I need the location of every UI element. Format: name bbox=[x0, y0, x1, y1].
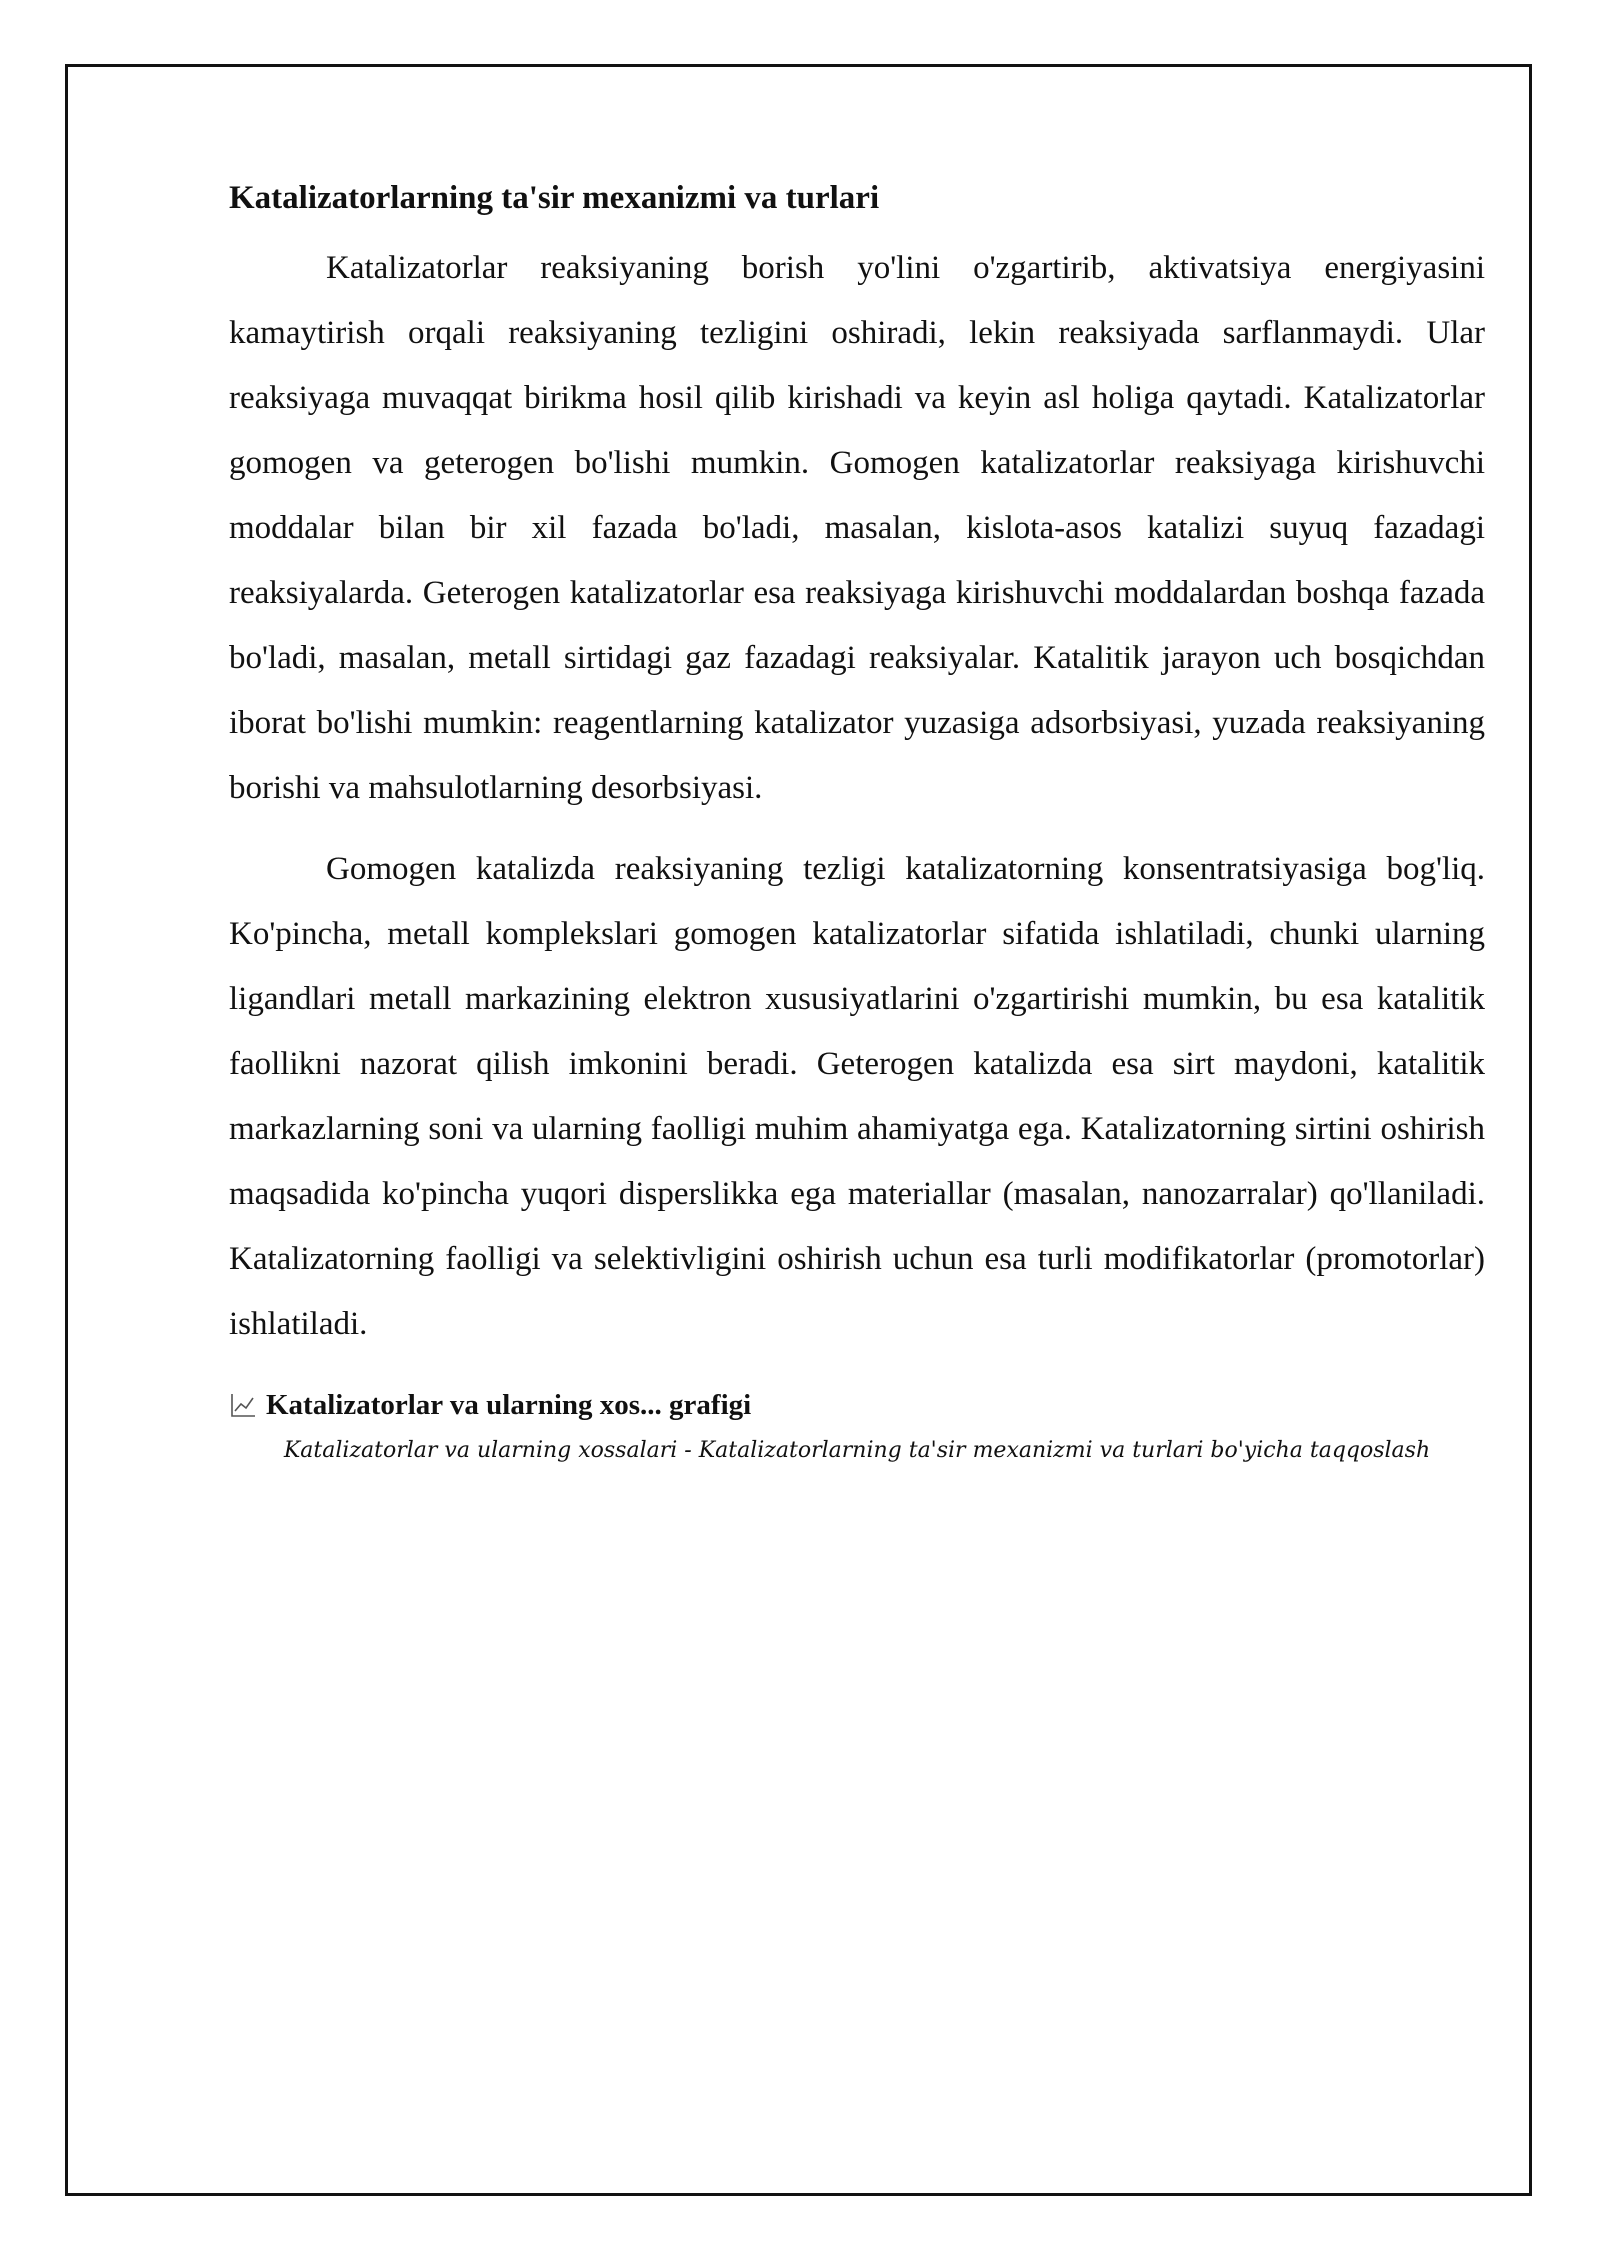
section-heading: Katalizatorlarning ta'sir mexanizmi va turlari bbox=[229, 180, 880, 216]
paragraph-2: Gomogen katalizda reaksiyaning tezligi katalizatorning konsentratsiyasiga bog'liq. Ko'pincha, metall komplekslari gomogen katalizatorlar sifatida ishlatiladi, chunki ularning ligandlari metall markazining elektron xususiyatlarini o'zgartirishi mumkin, bu esa katalitik faollikni nazorat qilish imkonini beradi. Geterogen katalizda esa sirt maydoni, katalitik markazlarning soni va ularning faolligi muhim ahamiyatga ega. Katalizatorning sirtini oshirish maqsadida ko'pincha yuqori disperslikka ega materiallar (masalan, nanozarralar) qo'llaniladi. Katalizatorning faolligi va selektivligini oshirish uchun esa turli modifikatorlar (promotorlar) ishlatiladi. bbox=[229, 851, 1485, 1342]
paragraph-1: Katalizatorlar reaksiyaning borish yo'lini o'zgartirib, aktivatsiya energiyasini kamaytirish orqali reaksiyaning tezligini oshiradi, lekin reaksiyada sarflanmaydi. Ular reaksiyaga muvaqqat birikma hosil qilib kirishadi va keyin asl holiga qaytadi. Katalizatorlar gomogen va geterogen bo'lishi mumkin. Gomogen katalizatorlar reaksiyaga kirishuvchi moddalar bilan bir xil fazada bo'ladi, masalan, kislota-asos katalizi suyuq fazadagi reaksiyalarda. Geterogen katalizatorlar esa reaksiyaga kirishuvchi moddalardan boshqa fazada bo'ladi, masalan, metall sirtidagi gaz fazadagi reaksiyalar. Katalitik jarayon uch bosqichdan iborat bo'lishi mumkin: reagentlarning katalizator yuzasiga adsorbsiyasi, yuzada reaksiyaning borishi va mahsulotlarning desorbsiyasi. bbox=[229, 250, 1485, 806]
chart-title: Katalizatorlar va ularning xos... grafigi bbox=[266, 1389, 752, 1421]
line-chart-icon bbox=[229, 1391, 257, 1419]
chart-placeholder bbox=[229, 1383, 1485, 1471]
chart-caption: Katalizatorlar va ularning xossalari - Katalizatorlarning ta'sir mexanizmi va turlari bo'yicha taqqoslash bbox=[283, 1438, 1431, 1463]
chart-title-row bbox=[229, 1383, 1485, 1427]
document-body bbox=[229, 170, 1485, 1471]
